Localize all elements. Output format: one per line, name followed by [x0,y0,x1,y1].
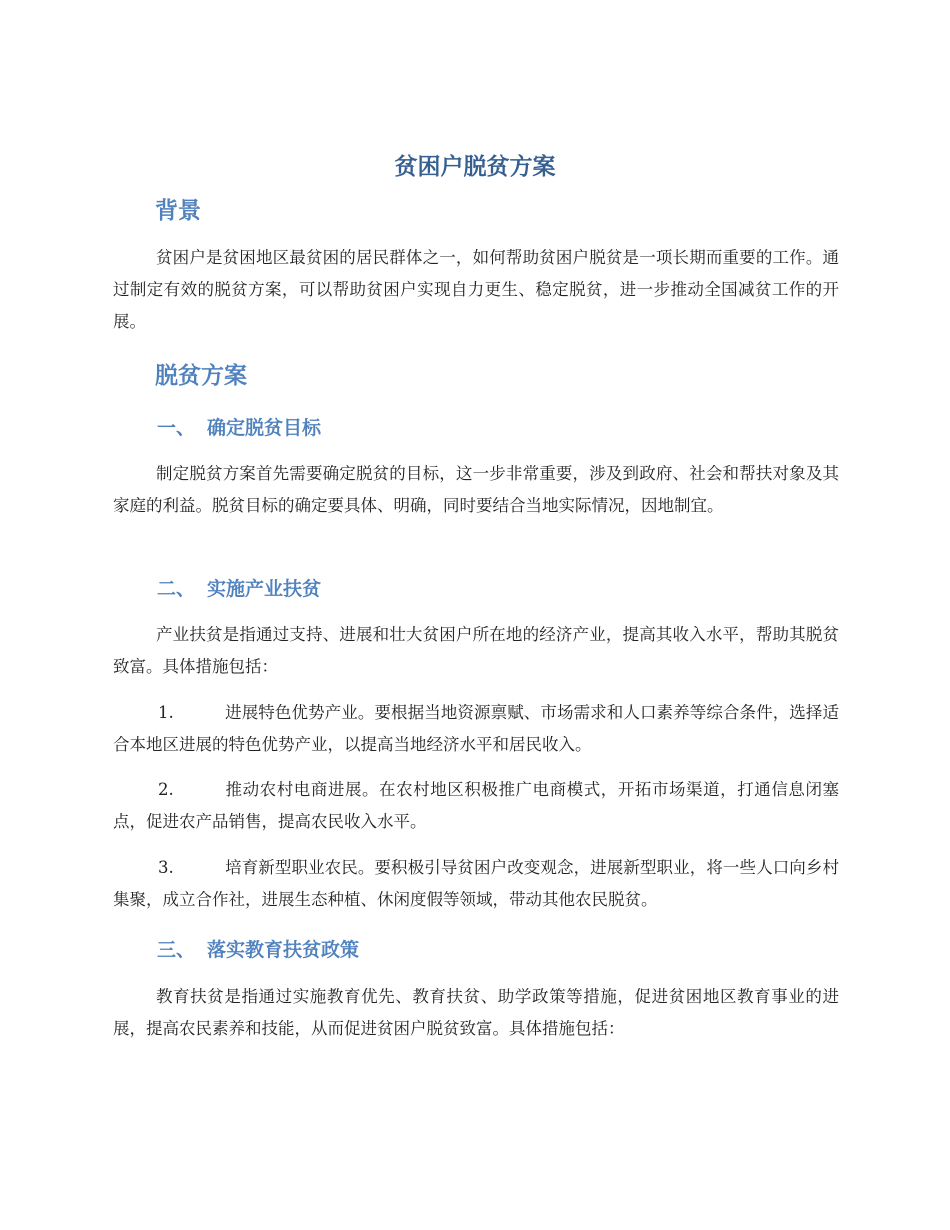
list-item-text: 推动农村电商进展。在农村地区积极推广电商模式，开拓市场渠道，打通信息闭塞点，促进农产品销售，提高农民收入水平。 [113,780,839,831]
list-item [113,852,839,916]
document-title: 贫困户脱贫方案 [394,154,556,180]
paragraph-section-2: 产业扶贫是指通过支持、进展和壮大贫困户所在地的经济产业，提高其收入水平，帮助其脱贫致富。具体措施包括： [113,625,839,676]
section-title: 落实教育扶贫政策 [207,939,360,961]
list-item-text: 进展特色优势产业。要根据当地资源禀赋、市场需求和人口素养等综合条件，选择适合本地区进展的特色优势产业，以提高当地经济水平和居民收入。 [113,703,839,754]
section-number: 三、 [157,939,196,961]
section-title: 确定脱贫目标 [207,417,322,439]
section-heading-3 [157,935,359,962]
list-item [113,697,839,761]
paragraph-section-1: 制定脱贫方案首先需要确定脱贫的目标，这一步非常重要，涉及到政府、社会和帮扶对象及其家庭的利益。脱贫目标的确定要具体、明确，同时要结合当地实际情况，因地制宜。 [113,464,839,515]
section-title: 实施产业扶贫 [207,578,322,600]
section-number: 一、 [157,417,196,439]
paragraph-section-3: 教育扶贫是指通过实施教育优先、教育扶贫、助学政策等措施，促进贫困地区教育事业的进展，提高农民素养和技能，从而促进贫困户脱贫致富。具体措施包括： [113,987,839,1038]
list-item-number: 1. [158,703,174,722]
list-item-number: 3. [158,858,174,877]
section-number: 二、 [157,578,196,600]
list-item-text: 培育新型职业农民。要积极引导贫困户改变观念，进展新型职业，将一些人口向乡村集聚，成立合作社，进展生态种植、休闲度假等领域，带动其他农民脱贫。 [113,858,839,909]
section-heading-2 [157,574,321,601]
heading-plan: 脱贫方案 [155,363,247,389]
heading-background: 背景 [155,198,201,224]
list-item-number: 2. [158,780,174,799]
list-item [113,774,839,838]
paragraph-background: 贫困户是贫困地区最贫困的居民群体之一，如何帮助贫困户脱贫是一项长期而重要的工作。通过制定有效的脱贫方案，可以帮助贫困户实现自力更生、稳定脱贫，进一步推动全国减贫工作的开展。 [113,248,839,331]
section-heading-1 [157,413,321,440]
